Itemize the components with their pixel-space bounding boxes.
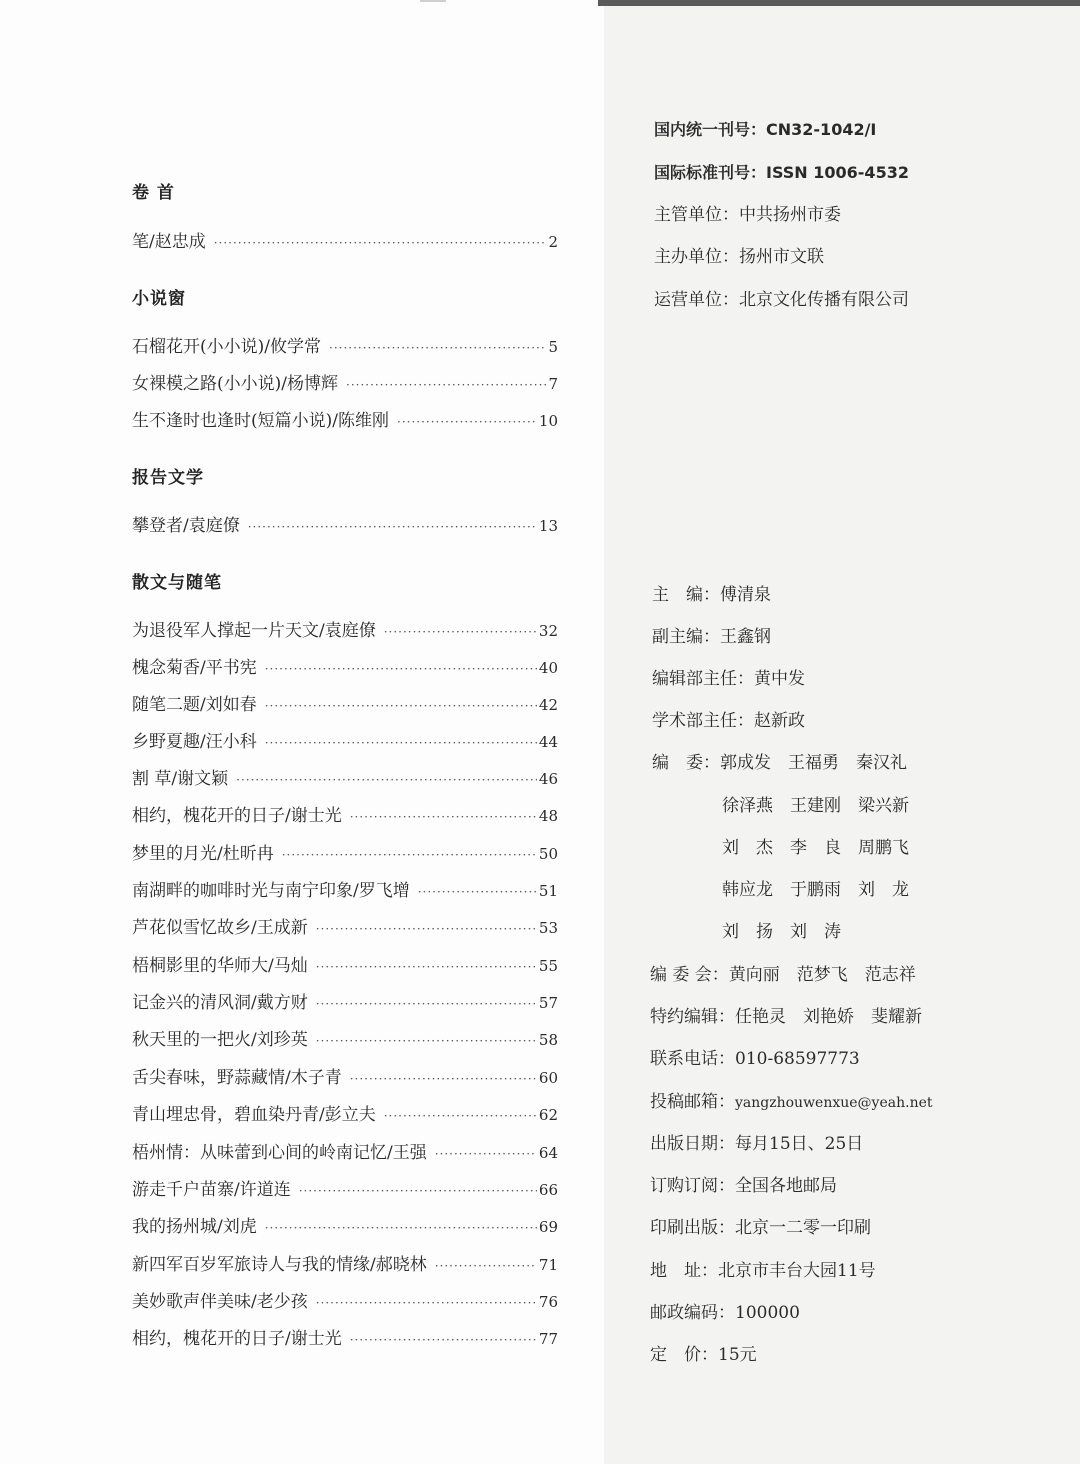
deputy-editor-value: 王鑫钢: [720, 627, 771, 647]
toc-entry-page: 57: [538, 994, 558, 1012]
toc-leader-dots: [435, 1254, 537, 1278]
section-heading-sanwen: 散文与随笔: [132, 573, 222, 593]
supervisor-unit: [654, 200, 841, 225]
toc-entry[interactable]: [132, 1103, 558, 1127]
issn-label: 国际标准刊号：: [654, 163, 767, 182]
toc-entry-title: 记金兴的清风洞/戴方财: [132, 993, 308, 1013]
toc-entry[interactable]: [132, 842, 558, 866]
section-heading-juanshou: 卷 首: [132, 183, 175, 203]
academic-label: 学术部主任：: [652, 711, 754, 731]
toc-leader-dots: [265, 694, 537, 718]
toc-leader-dots: [282, 843, 537, 867]
toc-leader-dots: [265, 731, 537, 755]
toc-entry-title: 相约，槐花开的日子/谢士光: [132, 806, 342, 826]
toc-entry-title: 石榴花开(小小说)/攸学常: [132, 337, 321, 357]
toc-leader-dots: [316, 917, 537, 941]
toc-entry-title: 随笔二题/刘如春: [132, 695, 257, 715]
postcode-value: 100000: [735, 1303, 800, 1323]
email-label: 投稿邮箱：: [650, 1092, 735, 1112]
committee-line: 刘 扬 刘 涛: [722, 922, 841, 942]
price-label: 定 价：: [650, 1345, 718, 1365]
print-label: 印刷出版：: [650, 1218, 735, 1238]
toc-entry-title: 梧州情：从味蕾到心间的岭南记忆/王强: [132, 1143, 427, 1163]
submission-email: [650, 1087, 933, 1112]
toc-entry-title: 新四军百岁军旅诗人与我的情缘/郝晓林: [132, 1255, 427, 1275]
chief-editor: [652, 580, 771, 605]
toc-entry-title: 我的扬州城/刘虎: [132, 1217, 257, 1237]
deputy-editor-label: 副主编：: [652, 627, 720, 647]
toc-entry[interactable]: [132, 1327, 558, 1351]
board-label: 编 委 会：: [650, 965, 729, 985]
section-heading-xiaoshuochuang: 小说窗: [132, 289, 186, 309]
top-edge-mark: [420, 0, 446, 2]
toc-entry-title: 南湖畔的咖啡时光与南宁印象/罗飞增: [132, 881, 410, 901]
toc-leader-dots: [214, 231, 547, 255]
committee-line: 郭成发 王福勇 秦汉礼: [720, 753, 907, 773]
toc-leader-dots: [384, 1104, 537, 1128]
printing: [650, 1213, 871, 1238]
toc-entry[interactable]: [132, 879, 558, 903]
toc-entry-page: 64: [538, 1144, 558, 1162]
committee: [652, 748, 907, 773]
operator-value: 北京文化传播有限公司: [739, 290, 909, 310]
phone-label: 联系电话：: [650, 1049, 735, 1069]
editorial-dept-head: [652, 664, 805, 689]
cn-number: [654, 117, 876, 140]
toc-entry[interactable]: [132, 804, 558, 828]
toc-leader-dots: [329, 336, 546, 360]
toc-entry[interactable]: [132, 767, 558, 791]
toc-entry[interactable]: [132, 916, 558, 940]
toc-entry[interactable]: [132, 1215, 558, 1239]
toc-leader-dots: [265, 657, 537, 681]
subscription: [650, 1171, 837, 1196]
toc-entry-title: 梧桐影里的华师大/马灿: [132, 956, 308, 976]
toc-leader-dots: [350, 805, 537, 829]
operator-label: 运营单位：: [654, 290, 739, 310]
toc-entry-page: 40: [538, 659, 558, 677]
toc-leader-dots: [350, 1067, 537, 1091]
toc-entry-title: 梦里的月光/杜昕冉: [132, 844, 274, 864]
address-label: 地 址：: [650, 1261, 718, 1281]
toc-entry-page: 42: [538, 696, 558, 714]
dept-head-label: 编辑部主任：: [652, 669, 754, 689]
toc-entry-title: 芦花似雪忆故乡/王成新: [132, 918, 308, 938]
toc-entry-page: 48: [538, 807, 558, 825]
toc-entry[interactable]: [132, 991, 558, 1015]
issn-number: [654, 160, 909, 183]
toc-leader-dots: [435, 1142, 537, 1166]
toc-entry[interactable]: [132, 656, 558, 680]
toc-entry-title: 槐念菊香/平书宪: [132, 658, 257, 678]
phone-value: 010-68597773: [735, 1049, 860, 1069]
toc-entry[interactable]: [132, 1290, 558, 1314]
sponsor-unit: [654, 242, 824, 267]
print-value: 北京一二零一印刷: [735, 1218, 871, 1238]
toc-entry-page: 77: [538, 1330, 558, 1348]
toc-entry[interactable]: [132, 1028, 558, 1052]
price: [650, 1340, 757, 1365]
toc-entry-title: 游走千户苗寨/许道连: [132, 1180, 291, 1200]
toc-leader-dots: [316, 992, 537, 1016]
special-value: 任艳灵 刘艳娇 斐耀新: [735, 1007, 922, 1027]
toc-entry-title: 笔/赵忠成: [132, 232, 206, 252]
toc-leader-dots: [248, 515, 537, 539]
toc-leader-dots: [316, 1291, 537, 1315]
toc-entry-page: 51: [538, 882, 558, 900]
top-edge-line: [598, 0, 1080, 6]
contact-phone: [650, 1044, 860, 1069]
special-label: 特约编辑：: [650, 1007, 735, 1027]
toc-entry[interactable]: [132, 1178, 558, 1202]
toc-entry-title: 生不逢时也逢时(短篇小说)/陈维刚: [132, 411, 389, 431]
toc-leader-dots: [384, 620, 537, 644]
toc-entry-page: 50: [538, 845, 558, 863]
cn-value: CN32-1042/I: [766, 120, 877, 139]
cn-label: 国内统一刊号：: [654, 120, 767, 139]
sponsor-label: 主办单位：: [654, 247, 739, 267]
toc-entry-page: 69: [538, 1218, 558, 1236]
toc-entry[interactable]: [132, 514, 558, 538]
toc-entry-title: 乡野夏趣/汪小科: [132, 732, 257, 752]
toc-leader-dots: [236, 768, 537, 792]
toc-entry-title: 割 草/谢文颖: [132, 769, 229, 789]
toc-entry-page: 7: [548, 375, 558, 393]
email-value[interactable]: yangzhouwenxue@yeah.net: [735, 1095, 933, 1111]
toc-entry[interactable]: [132, 1141, 558, 1165]
committee-label: 编 委：: [652, 753, 720, 773]
toc-entry[interactable]: [132, 619, 558, 643]
academic-dept-head: [652, 706, 805, 731]
toc-entry-title: 舌尖春味，野蒜藏情/木子青: [132, 1068, 342, 1088]
date-label: 出版日期：: [650, 1134, 735, 1154]
dept-head-value: 黄中发: [754, 669, 805, 689]
toc-entry[interactable]: [132, 335, 558, 359]
toc-entry-page: 13: [538, 517, 558, 535]
toc-entry[interactable]: [132, 409, 558, 433]
toc-entry-page: 76: [538, 1293, 558, 1311]
subscribe-label: 订购订阅：: [650, 1176, 735, 1196]
toc-entry-page: 53: [538, 919, 558, 937]
toc-entry-page: 44: [538, 733, 558, 751]
address: [650, 1256, 876, 1281]
toc-leader-dots: [397, 410, 537, 434]
toc-entry-page: 55: [538, 957, 558, 975]
chief-editor-value: 傅清泉: [720, 585, 771, 605]
toc-entry[interactable]: [132, 693, 558, 717]
toc-leader-dots: [299, 1179, 537, 1203]
issn-value: ISSN 1006-4532: [766, 163, 909, 182]
toc-entry-title: 美妙歌声伴美味/老少孩: [132, 1292, 308, 1312]
toc-entry-title: 女裸模之路(小小说)/杨博辉: [132, 374, 338, 394]
board-value: 黄向丽 范梦飞 范志祥: [728, 965, 916, 985]
toc-entry-page: 58: [538, 1031, 558, 1049]
price-value: 15元: [718, 1345, 757, 1365]
toc-leader-dots: [346, 373, 546, 397]
toc-leader-dots: [418, 880, 537, 904]
toc-entry-page: 10: [538, 412, 558, 430]
toc-entry-page: 46: [538, 770, 558, 788]
toc-entry-title: 攀登者/袁庭僚: [132, 516, 240, 536]
editorial-board: [650, 960, 916, 985]
postcode-label: 邮政编码：: [650, 1303, 735, 1323]
toc-entry-title: 为退役军人撑起一片天文/袁庭僚: [132, 621, 376, 641]
section-heading-baogaowenxue: 报告文学: [132, 468, 204, 488]
supervisor-label: 主管单位：: [654, 205, 739, 225]
supervisor-value: 中共扬州市委: [739, 205, 841, 225]
sponsor-value: 扬州市文联: [739, 247, 824, 267]
toc-entry[interactable]: [132, 230, 558, 254]
toc-entry-page: 2: [548, 233, 558, 251]
toc-leader-dots: [316, 955, 537, 979]
toc-entry-page: 71: [538, 1256, 558, 1274]
address-value: 北京市丰台大园11号: [718, 1261, 876, 1281]
deputy-editor: [652, 622, 771, 647]
publish-date: [650, 1129, 863, 1154]
toc-entry[interactable]: [132, 730, 558, 754]
committee-line: 徐泽燕 王建刚 梁兴新: [722, 796, 909, 816]
toc-entry[interactable]: [132, 1253, 558, 1277]
chief-editor-label: 主 编：: [652, 585, 720, 605]
toc-entry-page: 60: [538, 1069, 558, 1087]
toc-entry[interactable]: [132, 954, 558, 978]
toc-entry[interactable]: [132, 372, 558, 396]
date-value: 每月15日、25日: [735, 1134, 864, 1154]
toc-entry-title: 秋天里的一把火/刘珍英: [132, 1030, 308, 1050]
toc-entry-title: 相约，槐花开的日子/谢士光: [132, 1329, 342, 1349]
toc-entry-page: 62: [538, 1106, 558, 1124]
postcode: [650, 1298, 800, 1323]
subscribe-value: 全国各地邮局: [735, 1176, 837, 1196]
toc-entry-page: 66: [538, 1181, 558, 1199]
committee-line: 刘 杰 李 良 周鹏飞: [722, 838, 909, 858]
special-editors: [650, 1002, 922, 1027]
toc-entry-title: 青山埋忠骨，碧血染丹青/彭立夫: [132, 1105, 376, 1125]
toc-leader-dots: [265, 1216, 537, 1240]
operator-unit: [654, 285, 909, 310]
toc-leader-dots: [316, 1029, 537, 1053]
toc-entry[interactable]: [132, 1066, 558, 1090]
toc-entry-page: 5: [548, 338, 558, 356]
academic-value: 赵新政: [754, 711, 805, 731]
committee-line: 韩应龙 于鹏雨 刘 龙: [722, 880, 909, 900]
toc-entry-page: 32: [538, 622, 558, 640]
toc-leader-dots: [350, 1328, 537, 1352]
